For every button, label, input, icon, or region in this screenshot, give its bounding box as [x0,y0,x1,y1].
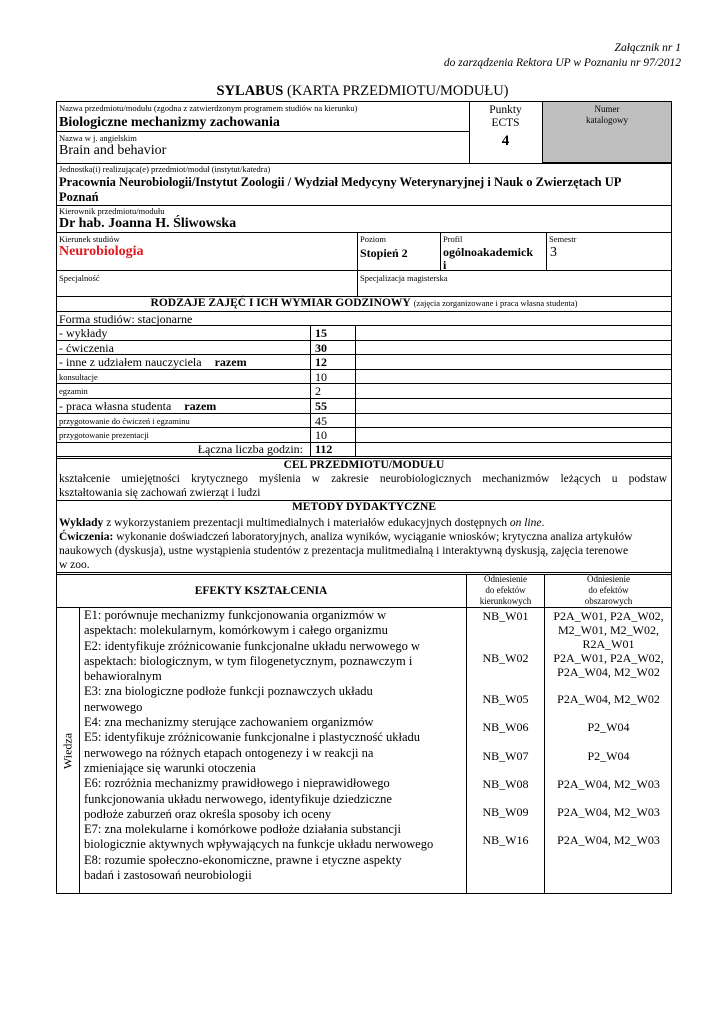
total-hours-value: 112 [315,442,333,456]
hours-row-total-label: razem [211,355,247,370]
outcome-line: E5: identyfikuje zróżnicowanie funkcjonalne i plastyczność układu [84,730,420,745]
direction-ref: NB_W09 [482,805,529,819]
hours-row-label: - wykłady [59,326,108,340]
area-ref-line: P2A_W01, P2A_W02, [553,651,664,665]
direction-ref: NB_W07 [482,749,529,763]
outcome-line: badań i zastosowań neurobiologii [84,868,252,883]
course-name-label: Nazwa przedmiotu/modułu (zgodna z zatwierdzonym programem studiów na kierunku) [59,103,358,113]
area-ref [545,720,672,734]
catalog-label: Numer katalogowy [586,104,628,125]
outcome-line: aspektach: biologicznym, w tym filogenetycznym, poznawczym i [84,653,413,668]
study-form: Forma studiów: stacjonarne [59,312,193,326]
area-ref-line: M2_W01, M2_W02, [558,623,659,637]
outcome-line: behawioralnym [84,669,162,684]
goal-text: kształcenie umiejętności krytycznego myślenia w zakresie neurobiologicznych mechanizmów leżących u podstaw kształtowania się zachowań zwierząt i ludzi [59,473,667,499]
hours-row-value: 12 [315,355,327,370]
outcome-item [84,853,464,884]
hours-row-label: egzamin [59,386,88,397]
level-value: Stopień 2 [360,246,408,260]
attachment-note: Załącznik nr 1 [614,42,681,54]
field-of-study: Neurobiologia [59,244,144,259]
outcome-line: podłoże zaburzeń oraz określa sposoby ich oceny [84,806,332,821]
course-head: Dr hab. Joanna H. Śliwowska [59,216,237,231]
area-ref-line: P2A_W01, P2A_W02, [553,609,664,623]
direction-ref: NB_W06 [482,720,529,734]
outcome-line: E7: zna molekularne i komórkowe podłoże działania substancji [84,822,401,837]
area-ref [545,749,672,763]
area-ref-line: P2_W04 [587,749,630,763]
hours-row-label: konsultacje [59,371,98,382]
area-ref-line: R2A_W01 [582,637,635,651]
area-ref [545,609,672,651]
hours-row-total-label: razem [181,399,217,413]
outcomes-title: EFEKTY KSZTAŁCENIA [194,585,328,597]
hours-row-label: przygotowanie do ćwiczeń i egzaminu [59,415,190,426]
unit-name: Pracownia Neurobiologii/Instytut Zoologii / Wydział Medycyny Weterynaryjnej i Nauk o Zwierzętach UP Poznań [59,175,622,204]
area-ref [545,833,672,847]
direction-ref-header: Odniesienie do efektów kierunkowych [479,574,532,606]
area-ref-line: P2A_W04, M2_W03 [557,805,660,819]
area-ref-header: Odniesienie do efektów obszarowych [584,574,633,606]
hours-row-value: 45 [315,413,327,428]
outcome-line: E3: zna biologiczne podłoże funkcji poznawczych układu [84,684,373,699]
outcome-line: E1: porównuje mechanizmy funkcjonowania organizmów w [84,608,387,622]
profile-label: Profil [443,234,463,244]
hours-row-label: przygotowanie prezentacji [59,430,149,441]
area-ref-line: P2A_W04, M2_W03 [557,777,660,791]
outcome-line: E4: zna mechanizmy sterujące zachowaniem organizmów [84,715,374,730]
outcome-item [84,822,464,853]
master-specialization-label: Specjalizacja magisterska [360,273,448,283]
outcome-line: zmieniające się warunki otoczenia [84,760,256,775]
area-ref-line: P2A_W04, M2_W02 [557,692,660,706]
outcome-line: aspektach: molekularnym, komórkowym i całego organizmu [84,623,388,638]
area-ref [545,777,672,791]
methods-text: Wykłady z wykorzystaniem prezentacji multimedialnych i materiałów edukacyjnych dostępnych on line. Ćwiczenia: wykonanie doświadczeń laboratoryjnych, analiza wyników, wyciąganie wniosków; krytyczna analiza artykułów naukowych (dyskusja), ustne wystąpienia studentów z prezentacja mulitmedialną i interaktywną dyskusją, zajęcia terenowe w zoo. [59,517,633,571]
outcome-line: nerwowego [84,699,143,714]
hours-row-value: 55 [315,399,327,413]
area-ref-line: P2A_W04, M2_W02 [557,665,660,679]
area-ref [545,651,672,679]
field-label: Kierunek studiów [59,234,120,244]
outcome-list [84,608,464,883]
outcome-item [84,684,464,715]
hours-row-value: 10 [315,369,327,384]
hours-row-value: 2 [315,384,321,399]
hours-row-value: 15 [315,326,327,340]
decree-note: do zarządzenia Rektora UP w Poznaniu nr 97/2012 [443,57,681,69]
hours-row-value: 10 [315,428,327,443]
outcome-item [84,730,464,776]
outcome-item [84,776,464,822]
semester-value: 3 [550,245,557,260]
outcome-item [84,715,464,730]
course-name: Biologiczne mechanizmy zachowania [59,115,280,130]
direction-ref: NB_W01 [482,609,529,623]
outcome-line: E2: identyfikuje zróżnicowanie funkcjonalne układu nerwowego w [84,638,420,653]
english-name-label: Nazwa w j. angielskim [59,133,137,143]
area-ref [545,692,672,706]
total-hours-label: Łączna liczba godzin: [197,442,303,456]
profile-value: ogólnoakademick i [443,245,534,272]
area-ref-line: P2A_W04, M2_W03 [557,833,660,847]
hours-row-label: - inne z udziałem nauczyciela razem [59,355,247,370]
semester-label: Semestr [549,234,577,244]
hours-row-label: - praca własna studenta razem [59,399,217,413]
area-ref-line: P2_W04 [587,720,630,734]
english-name: Brain and behavior [59,143,167,158]
ects-label: Punkty ECTS [489,104,522,129]
outcome-line: E8: rozumie społeczno-ekonomiczne, prawne i etyczne aspekty [84,852,402,867]
goal-title: CEL PRZEDMIOTU/MODUŁU [283,459,445,471]
direction-ref: NB_W08 [482,777,529,791]
course-head-label: Kierownik przedmiotu/modułu [59,206,165,216]
outcome-line: biologicznie aktywnych wpływających na funkcje układu nerwowego [84,837,434,852]
page-title: SYLABUS (KARTA PRZEDMIOTU/MODUŁU) [216,83,509,99]
hours-row-label: - ćwiczenia [59,340,114,355]
knowledge-side-label: Wiedza [60,732,74,769]
outcome-line: funkcjonowania układu nerwowego, identyfikuje dziedziczne [84,791,392,806]
outcome-line: E6: rozróżnia mechanizmy prawidłowego i nieprawidłowego [84,776,390,791]
hours-section-title: RODZAJE ZAJĘĆ I ICH WYMIAR GODZINOWY (zajęcia zorganizowane i praca własna studenta) [150,297,578,309]
direction-ref: NB_W16 [482,833,529,847]
level-label: Poziom [360,234,386,244]
unit-label: Jednostka(i) realizująca(e) przedmiot/moduł (instytut/katedra) [59,164,271,174]
outcome-item [84,608,464,639]
area-ref [545,805,672,819]
direction-ref: NB_W05 [482,692,529,706]
direction-ref: NB_W02 [482,651,529,665]
ects-value: 4 [501,133,510,149]
hours-row-value: 30 [315,340,327,355]
methods-title: METODY DYDAKTYCZNE [291,501,437,513]
specialty-label: Specjalność [59,273,100,283]
outcome-item [84,639,464,685]
outcome-line: nerwowego na różnych etapach ontogenezy i w reakcji na [84,745,374,760]
